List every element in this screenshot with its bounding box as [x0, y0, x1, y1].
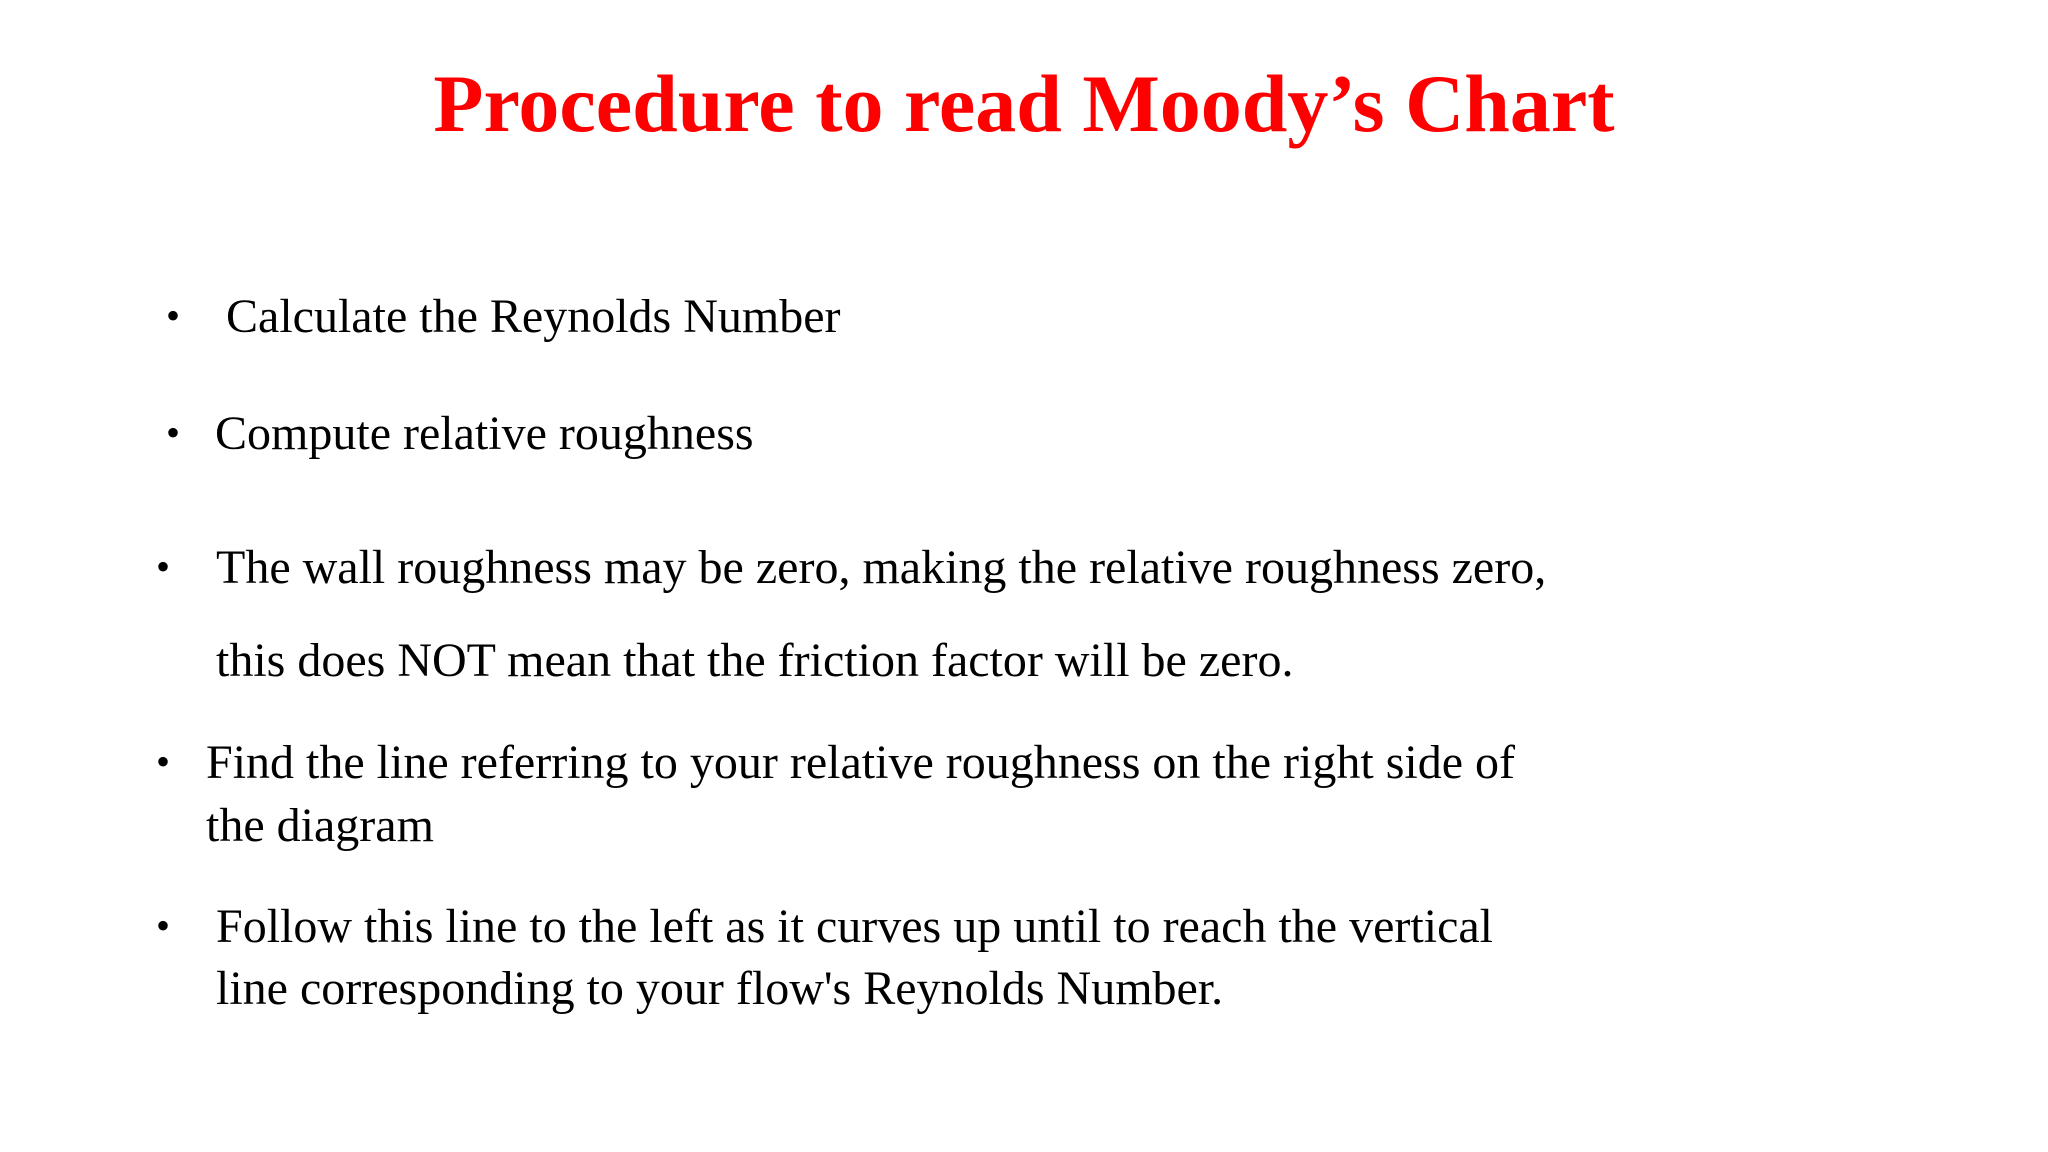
bullet-icon: • [156, 739, 171, 784]
bullet-text-line: Compute relative roughness [215, 407, 754, 460]
bullet-icon: • [166, 410, 181, 455]
bullet-text-line: The wall roughness may be zero, making the relative roughness zero, [216, 541, 1547, 594]
bullet-text-line: this does NOT mean that the friction factor will be zero. [216, 634, 1294, 687]
bullet-text-line: Find the line referring to your relative roughness on the right side of [206, 736, 1516, 789]
bullet-text-line: Follow this line to the left as it curves up until to reach the vertical [216, 900, 1494, 953]
bullet-text-line: Calculate the Reynolds Number [226, 290, 841, 343]
bullet-icon: • [166, 293, 181, 338]
slide-title: Procedure to read Moody’s Chart [433, 58, 1615, 149]
bullet-text-line: the diagram [206, 799, 434, 852]
bullet-icon: • [156, 903, 171, 948]
bullet-text-line: line corresponding to your flow's Reynolds Number. [216, 962, 1224, 1015]
bullet-icon: • [156, 544, 171, 589]
